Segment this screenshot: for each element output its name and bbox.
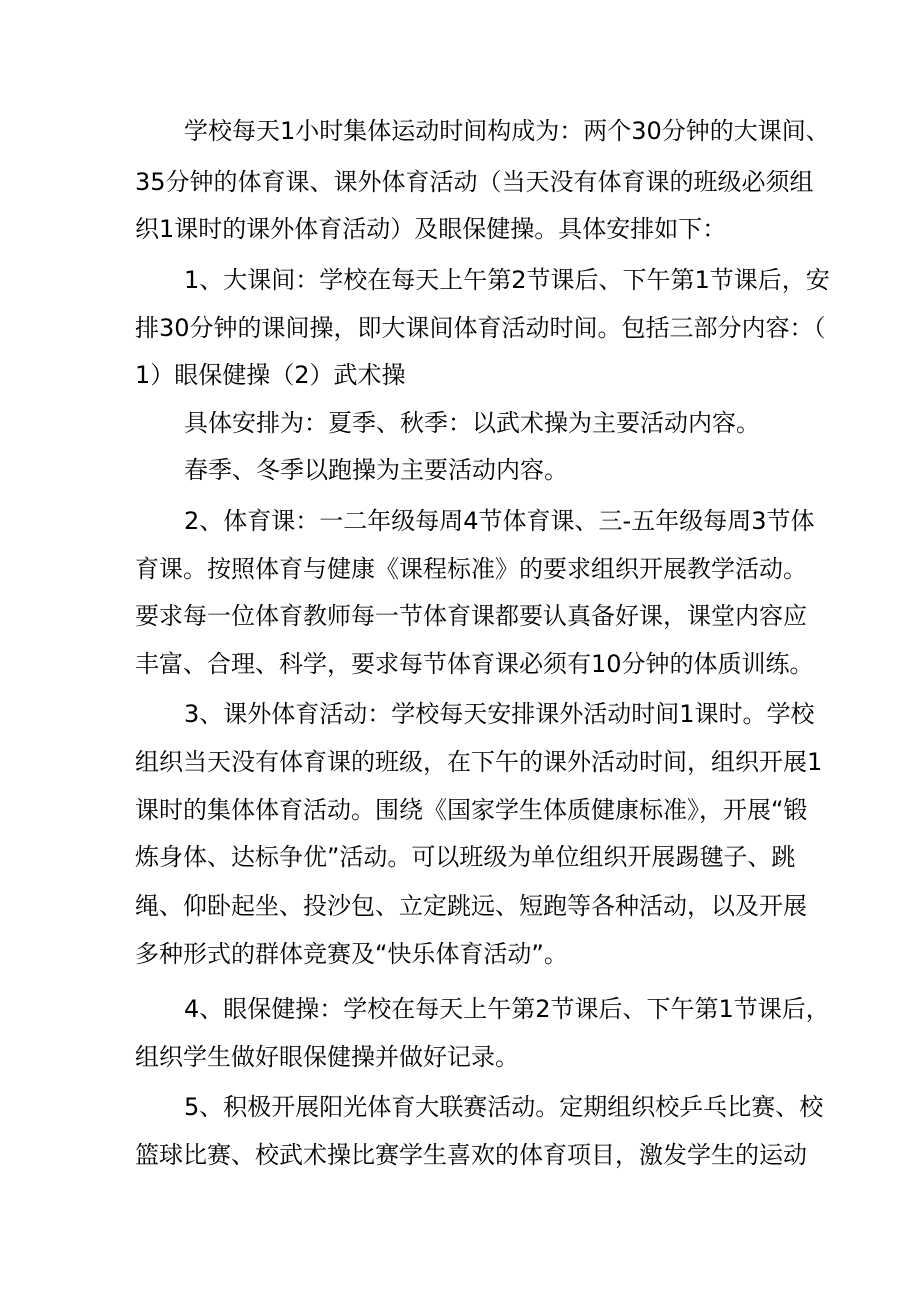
- text-line: 组织学生做好眼保健操并做好记录。: [135, 1043, 519, 1071]
- text-line: 2、体育课：一二年级每周4节体育课、三-五年级每周3节体: [184, 507, 815, 535]
- text-line: 绳、仰卧起坐、投沙包、立定跳远、短跑等各种活动，以及开展: [135, 892, 807, 920]
- text-line: 织1课时的课外体育活动）及眼保健操。具体安排如下：: [135, 215, 727, 243]
- text-line: 具体安排为：夏季、秋季：以武术操为主要活动内容。: [184, 409, 760, 437]
- text-line: 3、课外体育活动：学校每天安排课外活动时间1课时。学校: [184, 700, 815, 728]
- text-line: 1）眼保健操（2）武术操: [135, 361, 406, 389]
- text-line: 要求每一位体育教师每一节体育课都要认真备好课，课堂内容应: [135, 602, 807, 630]
- text-line: 1、大课间：学校在每天上午第2节课后、下午第1节课后，安: [184, 266, 830, 294]
- text-line: 篮球比赛、校武术操比赛学生喜欢的体育项目，激发学生的运动: [135, 1141, 807, 1169]
- text-line: 35分钟的体育课、课外体育活动（当天没有体育课的班级必须组: [135, 168, 814, 196]
- text-line: 组织当天没有体育课的班级，在下午的课外活动时间，组织开展1: [135, 748, 823, 776]
- text-line: 5、积极开展阳光体育大联赛活动。定期组织校乒乓比赛、校: [184, 1093, 824, 1121]
- text-line: 丰富、合理、科学，要求每节体育课必须有10分钟的体质训练。: [135, 650, 814, 678]
- text-line: 学校每天1小时集体运动时间构成为：两个30分钟的大课间、: [184, 117, 830, 145]
- text-line: 多种形式的群体竞赛及“快乐体育活动”。: [135, 940, 568, 968]
- text-line: 炼身体、达标争优”活动。可以班级为单位组织开展踢毽子、跳: [135, 843, 796, 871]
- text-line: 课时的集体体育活动。围绕《国家学生体质健康标准》，开展“锻: [135, 796, 808, 824]
- text-line: 育课。按照体育与健康《课程标准》的要求组织开展教学活动。: [135, 555, 807, 583]
- text-line: 4、眼保健操：学校在每天上午第2节课后、下午第1节课后，: [184, 995, 830, 1023]
- text-line: 春季、冬季以跑操为主要活动内容。: [184, 456, 568, 484]
- text-line: 排30分钟的课间操，即大课间体育活动时间。包括三部分内容：（: [135, 314, 826, 342]
